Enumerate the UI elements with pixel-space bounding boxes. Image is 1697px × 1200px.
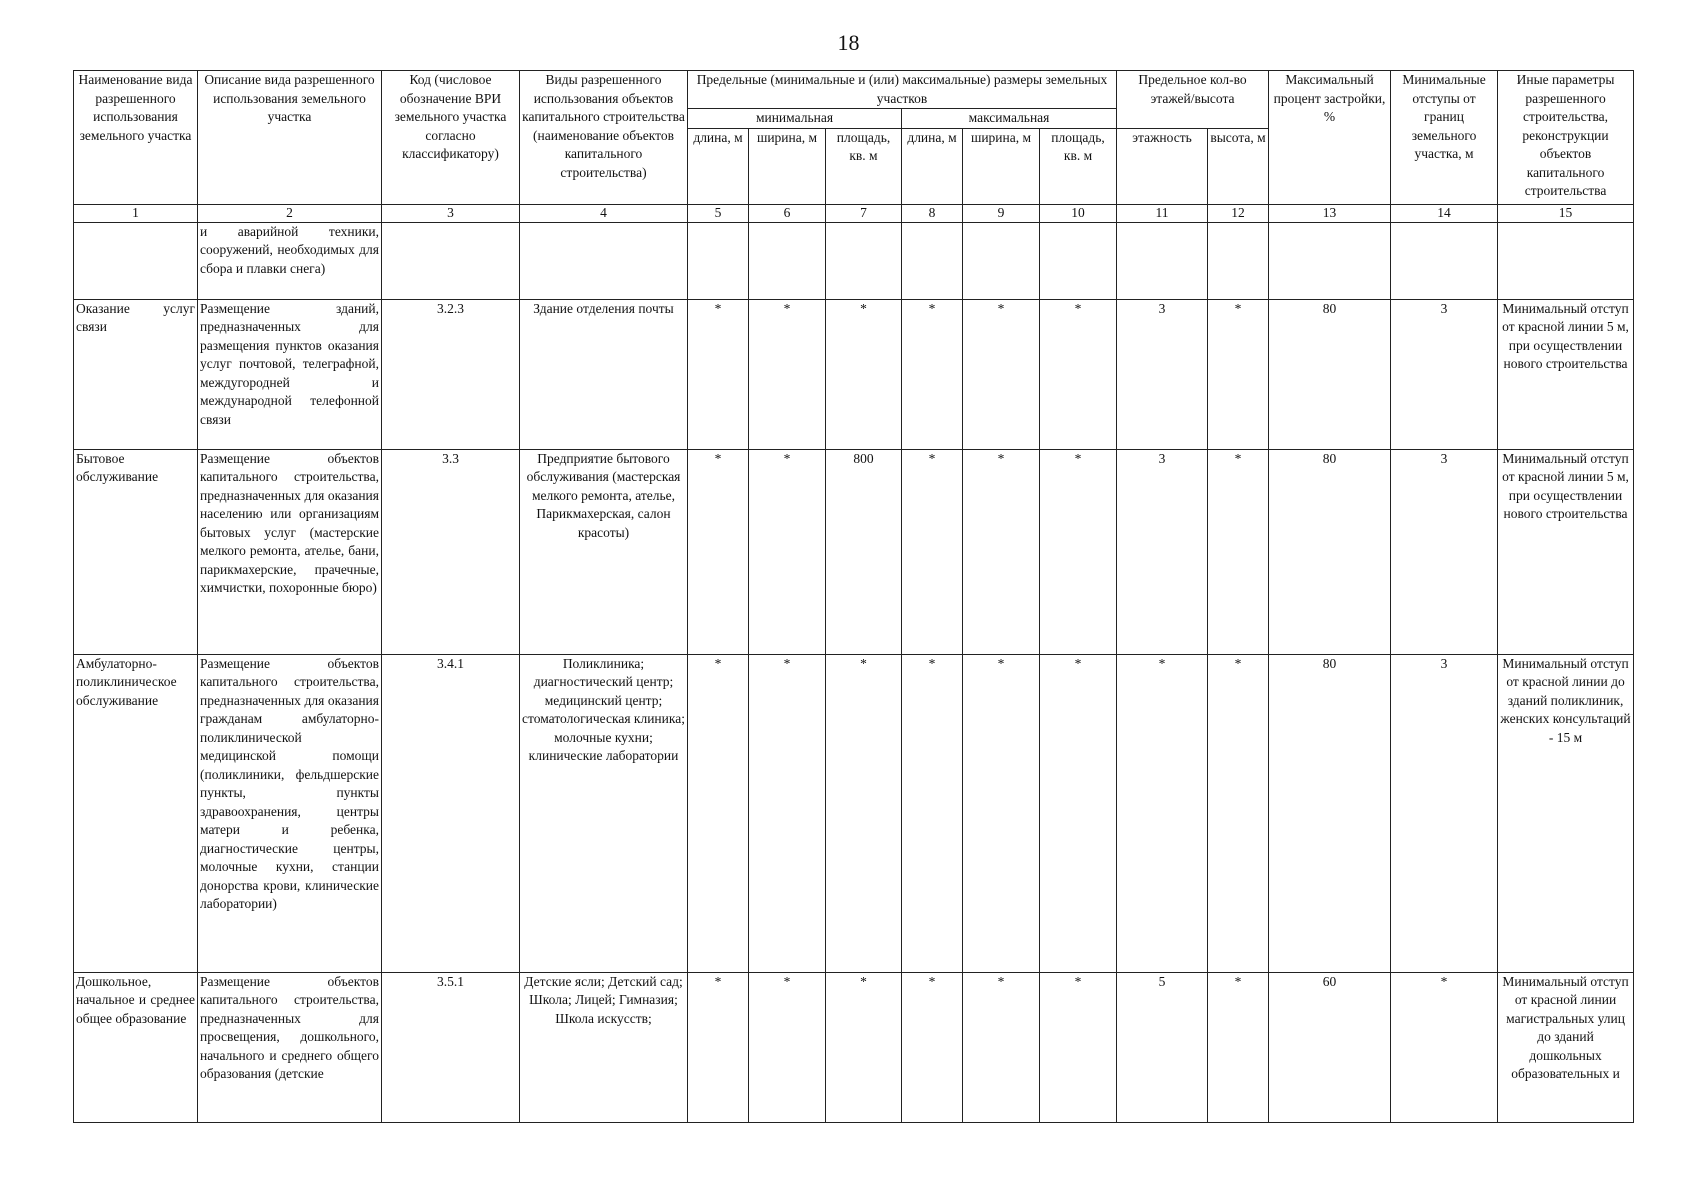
floors-cell: 3 [1117,299,1208,449]
max-width-cell: * [963,654,1040,972]
land-use-regulations-table [73,70,1634,1123]
height-cell: * [1208,972,1269,1122]
header-use-description: Описание вида разрешенного использования земельного участка [198,71,382,205]
use-description-cell: Размещение объектов капитального строительства, предназначенных для оказания населению или организациям бытовых услуг (мастерские мелкого ремонта, ателье, бани, парикмахерские, прачечные, химчистки, похоронные бюро) [198,449,382,654]
floors-cell: * [1117,654,1208,972]
min-setback-cell: * [1391,972,1498,1122]
use-name-cell [74,222,198,299]
header-min-area: площадь, кв. м [826,128,902,204]
max-area-cell [1040,222,1117,299]
column-number: 9 [963,204,1040,222]
table-row [74,222,1634,299]
table-row [74,972,1634,1122]
max-area-cell: * [1040,654,1117,972]
header-maximum: максимальная [902,109,1117,129]
max-coverage-cell: 80 [1269,449,1391,654]
floors-cell: 5 [1117,972,1208,1122]
objects-cell [520,222,688,299]
min-length-cell: * [688,449,749,654]
max-length-cell: * [902,972,963,1122]
max-length-cell: * [902,299,963,449]
header-min-setbacks: Минимальные отступы от границ земельного участка, м [1391,71,1498,205]
min-area-cell: 800 [826,449,902,654]
column-number: 5 [688,204,749,222]
objects-cell: Предприятие бытового обслуживания (мастерская мелкого ремонта, ателье, Парикмахерская, салон красоты) [520,449,688,654]
min-width-cell: * [749,449,826,654]
header-minimum: минимальная [688,109,902,129]
min-area-cell: * [826,972,902,1122]
max-area-cell: * [1040,972,1117,1122]
min-length-cell [688,222,749,299]
column-number: 3 [382,204,520,222]
header-use-name: Наименование вида разрешенного использования земельного участка [74,71,198,205]
min-length-cell: * [688,299,749,449]
min-area-cell [826,222,902,299]
column-number: 10 [1040,204,1117,222]
column-number: 11 [1117,204,1208,222]
code-cell: 3.2.3 [382,299,520,449]
column-number: 13 [1269,204,1391,222]
use-name-cell: Бытовое обслуживание [74,449,198,654]
min-length-cell: * [688,654,749,972]
min-setback-cell: 3 [1391,449,1498,654]
code-cell [382,222,520,299]
header-floors: этажность [1117,128,1208,204]
use-name-cell: Дошкольное, начальное и среднее общее образование [74,972,198,1122]
floors-cell: 3 [1117,449,1208,654]
floors-cell [1117,222,1208,299]
header-max-length: длина, м [902,128,963,204]
max-coverage-cell: 60 [1269,972,1391,1122]
min-area-cell: * [826,654,902,972]
objects-cell: Детские ясли; Детский сад; Школа; Лицей; Гимназия; Школа искусств; [520,972,688,1122]
column-number: 8 [902,204,963,222]
use-description-cell: Размещение объектов капитального строительства, предназначенных для просвещения, дошкольного, начального и среднего общего образования (детские [198,972,382,1122]
min-setback-cell: 3 [1391,299,1498,449]
min-width-cell: * [749,299,826,449]
max-coverage-cell [1269,222,1391,299]
max-length-cell: * [902,449,963,654]
max-width-cell: * [963,449,1040,654]
code-cell: 3.5.1 [382,972,520,1122]
max-width-cell: * [963,299,1040,449]
use-description-cell: и аварийной техники, сооружений, необходимых для сбора и плавки снега) [198,222,382,299]
column-number-row [74,204,1634,222]
height-cell: * [1208,654,1269,972]
header-min-width: ширина, м [749,128,826,204]
header-height: высота, м [1208,128,1269,204]
column-number: 14 [1391,204,1498,222]
table-row [74,654,1634,972]
column-number: 6 [749,204,826,222]
use-description-cell: Размещение зданий, предназначенных для размещения пунктов оказания услуг почтовой, телеграфной, междугородней и международной телефонной связи [198,299,382,449]
code-cell: 3.3 [382,449,520,654]
header-max-width: ширина, м [963,128,1040,204]
min-width-cell: * [749,654,826,972]
column-number: 15 [1498,204,1634,222]
min-setback-cell [1391,222,1498,299]
column-number: 7 [826,204,902,222]
table-row [74,299,1634,449]
header-other-params: Иные параметры разрешенного строительства, реконструкции объектов капитального строительства [1498,71,1634,205]
table-row [74,449,1634,654]
min-width-cell [749,222,826,299]
max-area-cell: * [1040,299,1117,449]
other-params-cell: Минимальный отступ от красной линии 5 м, при осуществлении нового строительства [1498,449,1634,654]
header-max-coverage: Максимальный процент застройки, % [1269,71,1391,205]
height-cell [1208,222,1269,299]
other-params-cell: Минимальный отступ от красной линии магистральных улиц до зданий дошкольных образовательных и [1498,972,1634,1122]
other-params-cell [1498,222,1634,299]
height-cell: * [1208,449,1269,654]
column-number: 4 [520,204,688,222]
max-width-cell: * [963,972,1040,1122]
objects-cell: Поликлиника; диагностический центр; медицинский центр; стоматологическая клиника; молочные кухни; клинические лаборатории [520,654,688,972]
use-name-cell: Амбулаторно-поликлиническое обслуживание [74,654,198,972]
other-params-cell: Минимальный отступ от красной линии до зданий поликлиник, женских консультаций - 15 м [1498,654,1634,972]
height-cell: * [1208,299,1269,449]
min-width-cell: * [749,972,826,1122]
column-number: 2 [198,204,382,222]
use-description-cell: Размещение объектов капитального строительства, предназначенных для оказания гражданам амбулаторно-поликлинической медицинской помощи (поликлиники, фельдшерские пункты, пункты здравоохранения, центры матери и ребенка, диагностические центры, молочные кухни, станции донорства крови, клинические лаборатории) [198,654,382,972]
header-floors-group: Предельное кол-во этажей/высота [1117,71,1269,129]
use-name-cell: Оказание услуг связи [74,299,198,449]
header-capital-objects: Виды разрешенного использования объектов капитального строительства (наименование объектов капитального строительства) [520,71,688,205]
code-cell: 3.4.1 [382,654,520,972]
header-code: Код (числовое обозначение ВРИ земельного участка согласно классификатору) [382,71,520,205]
table-body [74,222,1634,1122]
min-length-cell: * [688,972,749,1122]
max-width-cell [963,222,1040,299]
objects-cell: Здание отделения почты [520,299,688,449]
other-params-cell: Минимальный отступ от красной линии 5 м, при осуществлении нового строительства [1498,299,1634,449]
max-coverage-cell: 80 [1269,299,1391,449]
column-number: 12 [1208,204,1269,222]
table-header [74,71,1634,223]
header-min-length: длина, м [688,128,749,204]
max-length-cell: * [902,654,963,972]
max-length-cell [902,222,963,299]
min-setback-cell: 3 [1391,654,1498,972]
max-area-cell: * [1040,449,1117,654]
max-coverage-cell: 80 [1269,654,1391,972]
column-number: 1 [74,204,198,222]
header-max-area: площадь, кв. м [1040,128,1117,204]
header-plot-size-group: Предельные (минимальные и (или) максимальные) размеры земельных участков [688,71,1117,109]
page-number: 18 [837,30,860,55]
min-area-cell: * [826,299,902,449]
